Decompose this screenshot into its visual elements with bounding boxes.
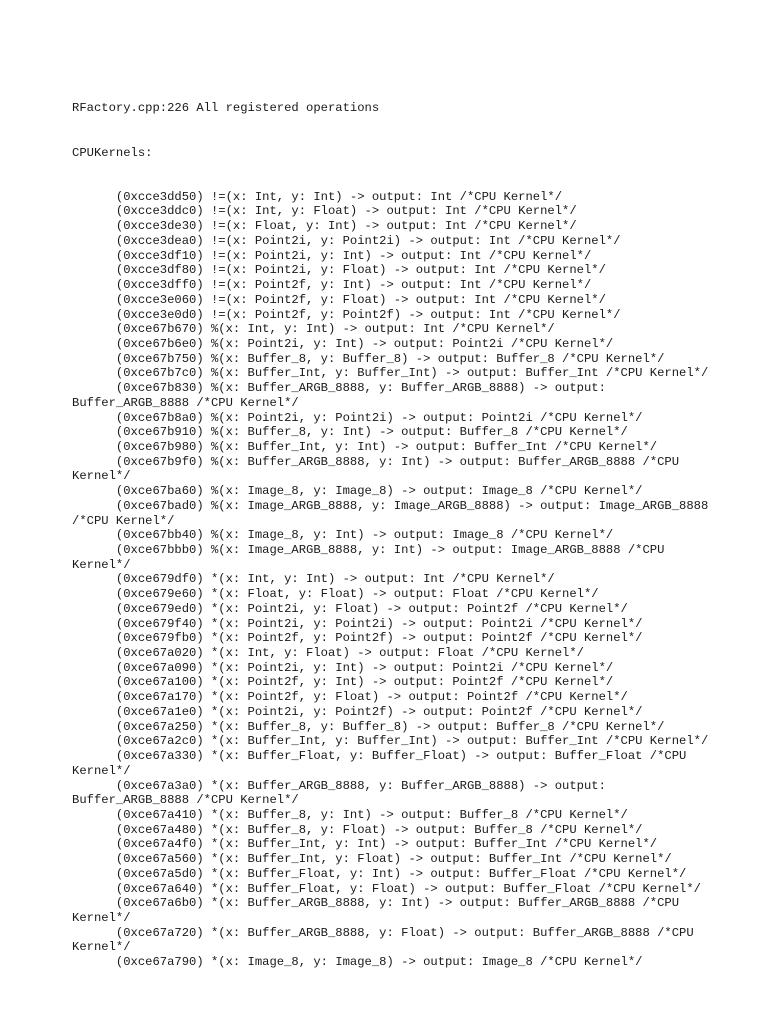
kernel-entry: (0xcce3de30) !=(x: Float, y: Int) -> output: Int /*CPU Kernel*/ [72,219,577,234]
kernel-entry: (0xce67a250) *(x: Buffer_8, y: Buffer_8) -> output: Buffer_8 /*CPU Kernel*/ [72,719,665,734]
kernel-entry: (0xce67bbb0) %(x: Image_ARGB_8888, y: Int) -> output: Image_ARGB_8888 /*CPU Kernel*/ [72,543,672,572]
kernel-entry: (0xce67a3a0) *(x: Buffer_ARGB_8888, y: Buffer_ARGB_8888) -> output: Buffer_ARGB_8888 /*CPU Kernel*/ [72,778,614,808]
kernel-entry: (0xce67a720) *(x: Buffer_ARGB_8888, y: Float) -> output: Buffer_ARGB_8888 /*CPU Kernel*/ [72,925,702,955]
kernel-entry: (0xce679df0) *(x: Int, y: Int) -> output: Int /*CPU Kernel*/ [72,572,555,587]
kernel-entry: (0xce67ba60) %(x: Image_8, y: Image_8) -> output: Image_8 /*CPU Kernel*/ [72,484,643,499]
kernel-entry: (0xce67a410) *(x: Buffer_8, y: Int) -> output: Buffer_8 /*CPU Kernel*/ [72,807,628,822]
kernel-entry: (0xce67bad0) %(x: Image_ARGB_8888, y: Image_ARGB_8888) -> output: Image_ARGB_8888 /*CPU Kernel*/ [72,498,716,528]
kernel-entry: (0xce67a790) *(x: Image_8, y: Image_8) -> output: Image_8 /*CPU Kernel*/ [72,955,643,970]
kernel-entry: (0xcce3dea0) !=(x: Point2i, y: Point2i) -> output: Int /*CPU Kernel*/ [72,233,621,248]
kernel-entry: (0xce67a560) *(x: Buffer_Int, y: Float) -> output: Buffer_Int /*CPU Kernel*/ [72,852,672,867]
kernel-entry: (0xce67a330) *(x: Buffer_Float, y: Buffer_Float) -> output: Buffer_Float /*CPU Kernel*/ [72,749,694,778]
kernel-entry: (0xce679f40) *(x: Point2i, y: Point2i) -> output: Point2i /*CPU Kernel*/ [72,616,643,631]
kernel-entry: (0xce67a1e0) *(x: Point2i, y: Point2f) -> output: Point2f /*CPU Kernel*/ [72,704,643,719]
kernel-entry: (0xce67b6e0) %(x: Point2i, y: Int) -> output: Point2i /*CPU Kernel*/ [72,336,614,351]
kernel-entry: (0xce67b9f0) %(x: Buffer_ARGB_8888, y: Int) -> output: Buffer_ARGB_8888 /*CPU Kernel*/ [72,454,687,484]
kernel-entry: (0xce67a640) *(x: Buffer_Float, y: Float) -> output: Buffer_Float /*CPU Kernel*/ [72,881,701,896]
kernel-entry: (0xce67b980) %(x: Buffer_Int, y: Int) -> output: Buffer_Int /*CPU Kernel*/ [72,439,658,454]
kernel-entry: (0xce67a100) *(x: Point2f, y: Int) -> output: Point2f /*CPU Kernel*/ [72,675,614,690]
section-title: CPUKernels: [72,145,153,160]
log-header: RFactory.cpp:226 All registered operations [72,101,380,116]
kernel-entry: (0xcce3df10) !=(x: Point2i, y: Int) -> output: Int /*CPU Kernel*/ [72,248,592,263]
kernel-entry: (0xce67b7c0) %(x: Buffer_Int, y: Buffer_Int) -> output: Buffer_Int /*CPU Kernel*/ [72,366,709,381]
kernel-entry: (0xce67a170) *(x: Point2f, y: Float) -> output: Point2f /*CPU Kernel*/ [72,690,628,705]
kernel-entry: (0xcce3df80) !=(x: Point2i, y: Float) -> output: Int /*CPU Kernel*/ [72,263,606,278]
log-document [72,72,716,985]
kernel-entry: (0xce67b670) %(x: Int, y: Int) -> output: Int /*CPU Kernel*/ [72,322,555,337]
kernel-entry: (0xce67a4f0) *(x: Buffer_Int, y: Int) -> output: Buffer_Int /*CPU Kernel*/ [72,837,658,852]
kernel-entry: (0xce67b8a0) %(x: Point2i, y: Point2i) -> output: Point2i /*CPU Kernel*/ [72,410,643,425]
kernel-list [72,189,716,970]
kernel-entry: (0xcce3ddc0) !=(x: Int, y: Float) -> output: Int /*CPU Kernel*/ [72,204,577,219]
kernel-entry: (0xce67a2c0) *(x: Buffer_Int, y: Buffer_Int) -> output: Buffer_Int /*CPU Kernel*/ [72,734,709,749]
kernel-entry: (0xce67bb40) %(x: Image_8, y: Int) -> output: Image_8 /*CPU Kernel*/ [72,528,614,543]
kernel-entry: (0xcce3e0d0) !=(x: Point2f, y: Point2f) -> output: Int /*CPU Kernel*/ [72,307,621,322]
kernel-entry: (0xce679fb0) *(x: Point2f, y: Point2f) -> output: Point2f /*CPU Kernel*/ [72,631,643,646]
kernel-entry: (0xce67a480) *(x: Buffer_8, y: Float) -> output: Buffer_8 /*CPU Kernel*/ [72,822,643,837]
kernel-entry: (0xcce3dd50) !=(x: Int, y: Int) -> output: Int /*CPU Kernel*/ [72,189,563,204]
kernel-entry: (0xce679ed0) *(x: Point2i, y: Float) -> output: Point2f /*CPU Kernel*/ [72,601,628,616]
kernel-entry: (0xce67a5d0) *(x: Buffer_Float, y: Int) -> output: Buffer_Float /*CPU Kernel*/ [72,866,687,881]
kernel-entry: (0xcce3e060) !=(x: Point2f, y: Float) -> output: Int /*CPU Kernel*/ [72,292,606,307]
kernel-entry: (0xce67b750) %(x: Buffer_8, y: Buffer_8) -> output: Buffer_8 /*CPU Kernel*/ [72,351,665,366]
kernel-entry: (0xce67a020) *(x: Int, y: Float) -> output: Float /*CPU Kernel*/ [72,646,584,661]
kernel-entry: (0xcce3dff0) !=(x: Point2f, y: Int) -> output: Int /*CPU Kernel*/ [72,278,592,293]
kernel-entry: (0xce67a090) *(x: Point2i, y: Int) -> output: Point2i /*CPU Kernel*/ [72,660,614,675]
kernel-entry: (0xce67b910) %(x: Buffer_8, y: Int) -> output: Buffer_8 /*CPU Kernel*/ [72,425,628,440]
kernel-entry: (0xce679e60) *(x: Float, y: Float) -> output: Float /*CPU Kernel*/ [72,587,599,602]
kernel-entry: (0xce67a6b0) *(x: Buffer_ARGB_8888, y: Int) -> output: Buffer_ARGB_8888 /*CPU Kernel*/ [72,896,687,925]
kernel-entry: (0xce67b830) %(x: Buffer_ARGB_8888, y: Buffer_ARGB_8888) -> output: Buffer_ARGB_8888 /*CPU Kernel*/ [72,381,614,410]
